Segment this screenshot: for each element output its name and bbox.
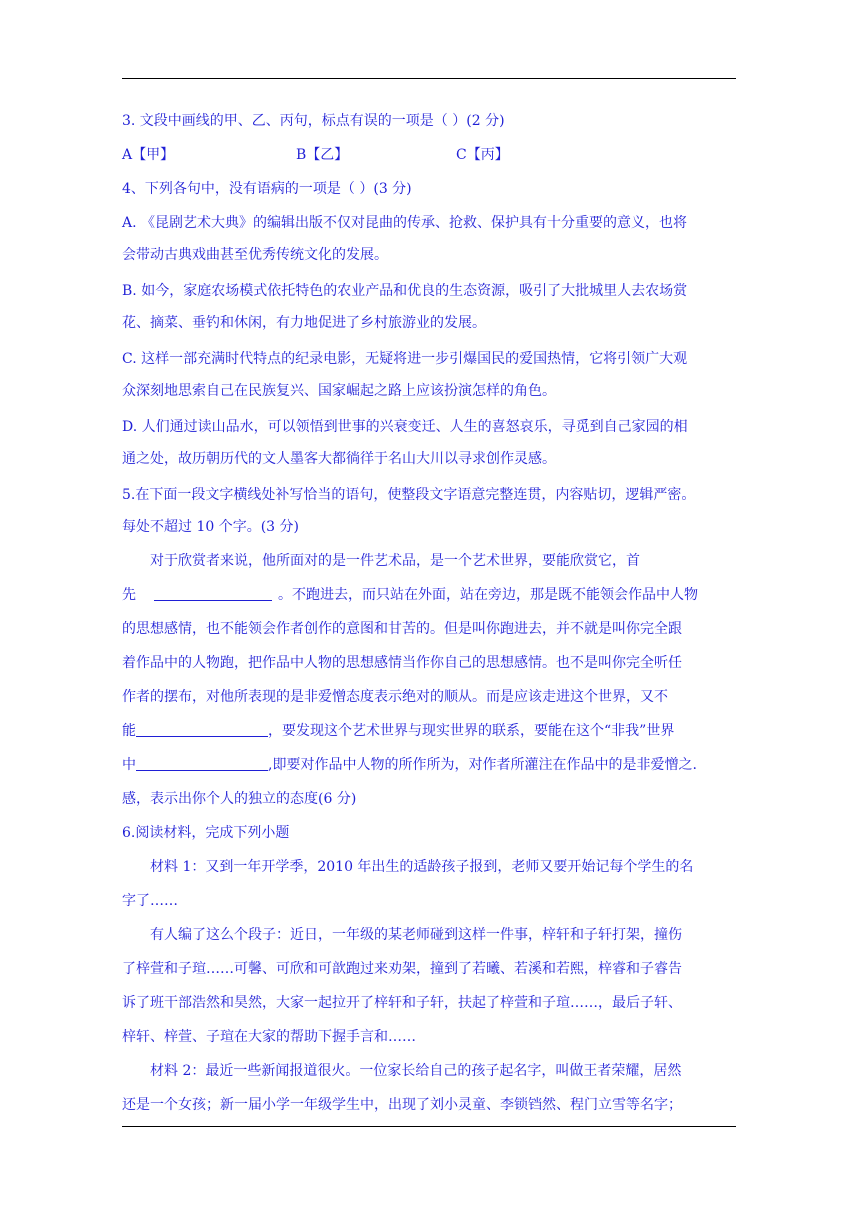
q5-passage-line2 [122,584,698,606]
q4-option-c-line2: 众深刻地思索自己在民族复兴、国家崛起之路上应该扮演怎样的角色。 [122,383,556,399]
q4-option-c-line1: C. 这样一部充满时代特点的纪录电影，无疑将进一步引爆国民的爱国热情，它将引领广大观 [122,351,688,367]
q5-passage-line5: 作者的摆布，对他所表现的是非爱憎态度表示绝对的顺从。而是应该走进这个世界，又不 [122,689,668,705]
answer-blank-1[interactable] [154,585,272,601]
q5-passage-text: 能 [122,723,136,739]
q5-passage-text: 中 [122,757,136,773]
q6-material1-line1: 材料 1：又到一年开学季，2010 年出生的适龄孩子报到，老师又要开始记每个学生的名 [150,859,694,875]
q5-passage-line8: 感，表示出你个人的独立的态度(6 分) [122,791,357,807]
q4-option-d-line2: 通之处，故历朝历代的文人墨客大都徜徉于名山大川以寻求创作灵感。 [122,451,556,467]
answer-blank-2[interactable] [136,721,268,737]
q5-passage-line1: 对于欣赏者来说，他所面对的是一件艺术品，是一个艺术世界，要能欣赏它，首 [150,553,640,569]
answer-blank-3[interactable] [136,755,268,771]
q4-option-b-line1: B. 如今，家庭农场模式依托特色的农业产品和优良的生态资源，吸引了大批城里人去农场赏 [122,283,688,299]
q4-option-b-line2: 花、摘菜、垂钓和休闲，有力地促进了乡村旅游业的发展。 [122,315,486,331]
q4-option-a-line2: 会带动古典戏曲甚至优秀传统文化的发展。 [122,247,388,263]
q5-passage-text: 。不跑进去，而只站在外面，站在旁边，那是既不能领会作品中人物 [278,587,698,603]
q6-material1b-line4: 梓轩、梓萱、子瑄在大家的帮助下握手言和…… [122,1029,416,1045]
q5-passage-line6 [122,720,674,742]
q5-passage-line7 [122,754,697,776]
q6-stem: 6.阅读材料，完成下列小题 [122,825,290,841]
q5-passage-text: ,即要对作品中人物的所作所为，对作者所灌注在作品中的是非爱憎之. [268,757,697,773]
q6-material2-line2: 还是一个女孩；新一届小学一年级学生中，出现了刘小灵童、李锁铛然、程门立雪等名字； [122,1097,682,1113]
q5-stem-line1: 5.在下面一段文字横线处补写恰当的语句，使整段文字语意完整连贯，内容贴切，逻辑严密。 [122,487,696,503]
q3-stem: 3. 文段中画线的甲、乙、丙句，标点有误的一项是（ ）(2 分) [122,113,505,129]
q3-option-a: A【甲】 [122,147,175,163]
q3-option-b: B【乙】 [296,147,349,163]
q6-material1b-line1: 有人编了这么个段子：近日，一年级的某老师碰到这样一件事，梓轩和子轩打架，撞伤 [150,927,682,943]
q6-material1b-line3: 诉了班干部浩然和昊然，大家一起拉开了梓轩和子轩，扶起了梓萱和子瑄……，最后子轩、 [122,995,682,1011]
q5-stem-line2: 每处不超过 10 个字。(3 分) [122,519,299,535]
q4-stem: 4、下列各句中，没有语病的一项是（ ）(3 分) [122,181,412,197]
q6-material2-line1: 材料 2：最近一些新闻报道很火。一位家长给自己的孩子起名字，叫做王者荣耀，居然 [150,1063,682,1079]
q5-passage-text: 先 [122,587,136,603]
q4-option-d-line1: D. 人们通过读山品水，可以领悟到世事的兴衰变迁、人生的喜怒哀乐，寻觅到自己家园的相 [122,419,688,435]
header-rule [122,78,736,79]
footer-rule [122,1126,736,1127]
q4-option-a-line1: A. 《昆剧艺术大典》的编辑出版不仅对昆曲的传承、抢救、保护具有十分重要的意义，也将 [122,215,688,231]
q5-passage-line3: 的思想感情，也不能领会作者创作的意图和甘苦的。但是叫你跑进去，并不就是叫你完全跟 [122,621,682,637]
q3-option-c: C【丙】 [456,147,509,163]
q5-passage-line4: 着作品中的人物跑，把作品中人物的思想感情当作你自己的思想感情。也不是叫你完全听任 [122,655,682,671]
q6-material1b-line2: 了梓萱和子瑄……可馨、可欣和可歆跑过来劝架，撞到了若曦、若溪和若熙，梓睿和子睿告 [122,961,682,977]
q5-passage-text: ，要发现这个艺术世界与现实世界的联系，要能在这个“非我”世界 [268,723,675,739]
q6-material1-line2: 字了…… [122,893,178,909]
